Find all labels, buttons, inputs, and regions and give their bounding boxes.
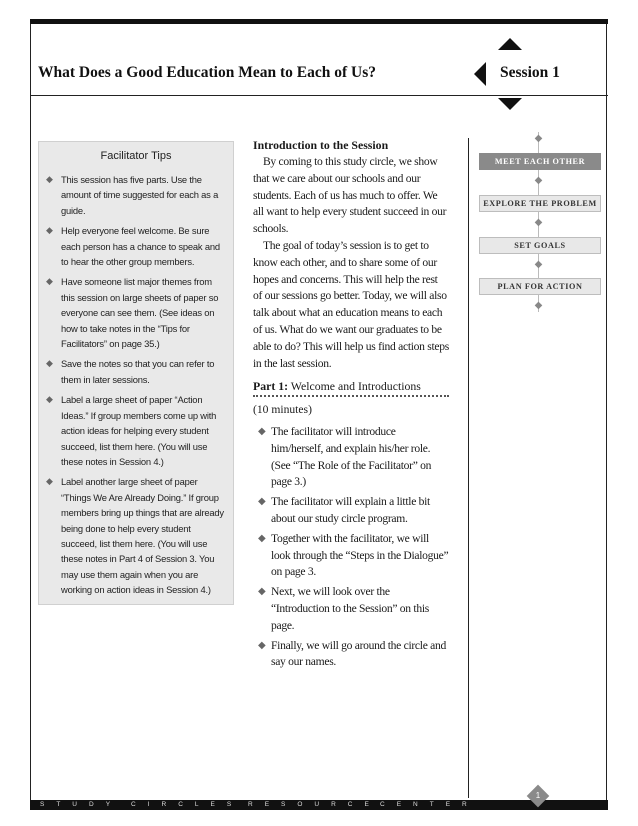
diamond-bullet-icon: ◆ — [258, 426, 266, 437]
part1-steps — [253, 424, 449, 674]
part1-heading — [253, 379, 449, 394]
footer-word: CIRCLES — [131, 801, 244, 808]
step-item — [253, 584, 449, 634]
session-label: Session 1 — [500, 64, 560, 81]
tip-item — [46, 392, 224, 469]
column-rule — [468, 138, 469, 798]
tips-title: Facilitator Tips — [100, 150, 172, 162]
part1-label: Part 1: — [253, 379, 289, 393]
diamond-bullet-icon: ◆ — [258, 639, 266, 651]
intro-paragraph: By coming to this study circle, we show that we care about our schools and our students. Each of us has much to offer. We all want to help every student succeed in our schools. — [253, 155, 447, 236]
step-text: Next, we will look over the “Introduction to the Session” on this page. — [271, 585, 429, 632]
diamond-bullet-icon: ◆ — [46, 225, 53, 236]
tip-text: Label a large sheet of paper “Action Ideas.” If group members come up with action ideas for helping every student succeed, list them here. (You will use these notes in Session 4.) — [61, 394, 217, 467]
diamond-bullet-icon: ◆ — [46, 476, 53, 487]
tip-item — [46, 172, 224, 218]
diamond-bullet-icon: ◆ — [258, 496, 266, 508]
step-text: The facilitator will explain a little bit about our study circle program. — [271, 495, 430, 525]
step-text: Finally, we will go around the circle and say our names. — [271, 638, 446, 669]
tip-text: Save the notes so that you can refer to them in later sessions. — [61, 358, 215, 385]
footer-word: CENTER — [380, 801, 479, 808]
diamond-bullet-icon: ◆ — [258, 532, 266, 544]
diamond-bullet-icon: ◆ — [258, 586, 266, 598]
dotted-divider — [253, 395, 449, 397]
part1-title: Welcome and Introductions — [290, 379, 421, 393]
tips-list — [46, 172, 224, 603]
diamond-bullet-icon: ◆ — [46, 174, 53, 184]
diamond-bullet-icon: ◆ — [46, 276, 53, 287]
tip-item — [46, 474, 224, 597]
step-item — [253, 494, 449, 528]
nav-item-plan-for-action[interactable]: PLAN FOR ACTION — [479, 278, 601, 295]
tip-item — [46, 356, 224, 387]
tip-text: Help everyone feel welcome. Be sure each person has a chance to speak and to hear the other group members. — [61, 225, 220, 268]
intro-heading: Introduction to the Session — [253, 138, 389, 152]
footer-word: STUDY — [40, 801, 123, 808]
diamond-icon: ◆ — [534, 300, 543, 311]
diamond-bullet-icon: ◆ — [46, 358, 53, 369]
diamond-icon: ◆ — [534, 259, 543, 270]
step-text: Together with the facilitator, we will look through the “Steps in the Dialogue” on page 3. — [271, 531, 449, 579]
footer-word: RESOURCE — [248, 801, 381, 808]
tip-item — [46, 274, 224, 351]
tip-text: This session has five parts. Use the amount of time suggested for each as a guide. — [61, 174, 219, 216]
tip-text: Have someone list major themes from this session on large sheets of paper so everyone can see them. (See ideas on how to take notes in the “Tips for Facilitators” on page 35.) — [61, 276, 219, 350]
step-item — [253, 424, 449, 491]
tip-item — [46, 223, 224, 269]
intro-body — [253, 154, 449, 372]
intro-paragraph: The goal of today’s session is to get to know each other, and to share some of our hopes and concerns. This will help the rest of our sessions go better. Today, we will also talk about what an education means to each of us. What do we want our graduates to be able to do? This will help us find action steps in the last session. — [253, 238, 449, 370]
diamond-icon: ◆ — [534, 217, 543, 228]
diamond-bullet-icon: ◆ — [46, 394, 53, 405]
header-rule — [30, 95, 608, 96]
part1-minutes: (10 minutes) — [253, 403, 312, 416]
diamond-icon: ◆ — [534, 133, 543, 144]
step-text: The facilitator will introduce him/herself, and explain his/her role. (See “The Role of the Facilitator” on page 3.) — [271, 425, 432, 489]
facilitator-tips-box — [38, 141, 234, 605]
page-title: What Does a Good Education Mean to Each of Us? — [38, 64, 377, 81]
nav-item-set-goals[interactable]: SET GOALS — [479, 237, 601, 254]
page-number: 1 — [535, 791, 541, 800]
nav-item-explore-the-problem[interactable]: EXPLORE THE PROBLEM — [479, 195, 601, 212]
diamond-icon: ◆ — [534, 175, 543, 186]
nav-item-meet-each-other[interactable]: MEET EACH OTHER — [479, 153, 601, 170]
step-item — [253, 531, 449, 581]
step-item — [253, 638, 449, 672]
tip-text: Label another large sheet of paper “Things We Are Already Doing.” If group members bring up things that are already being done to help every student succeed, list them here. (You will use these notes in Part 4 of Session 3. You may use them again when you are working on action ideas in Session 4.) — [61, 476, 224, 596]
